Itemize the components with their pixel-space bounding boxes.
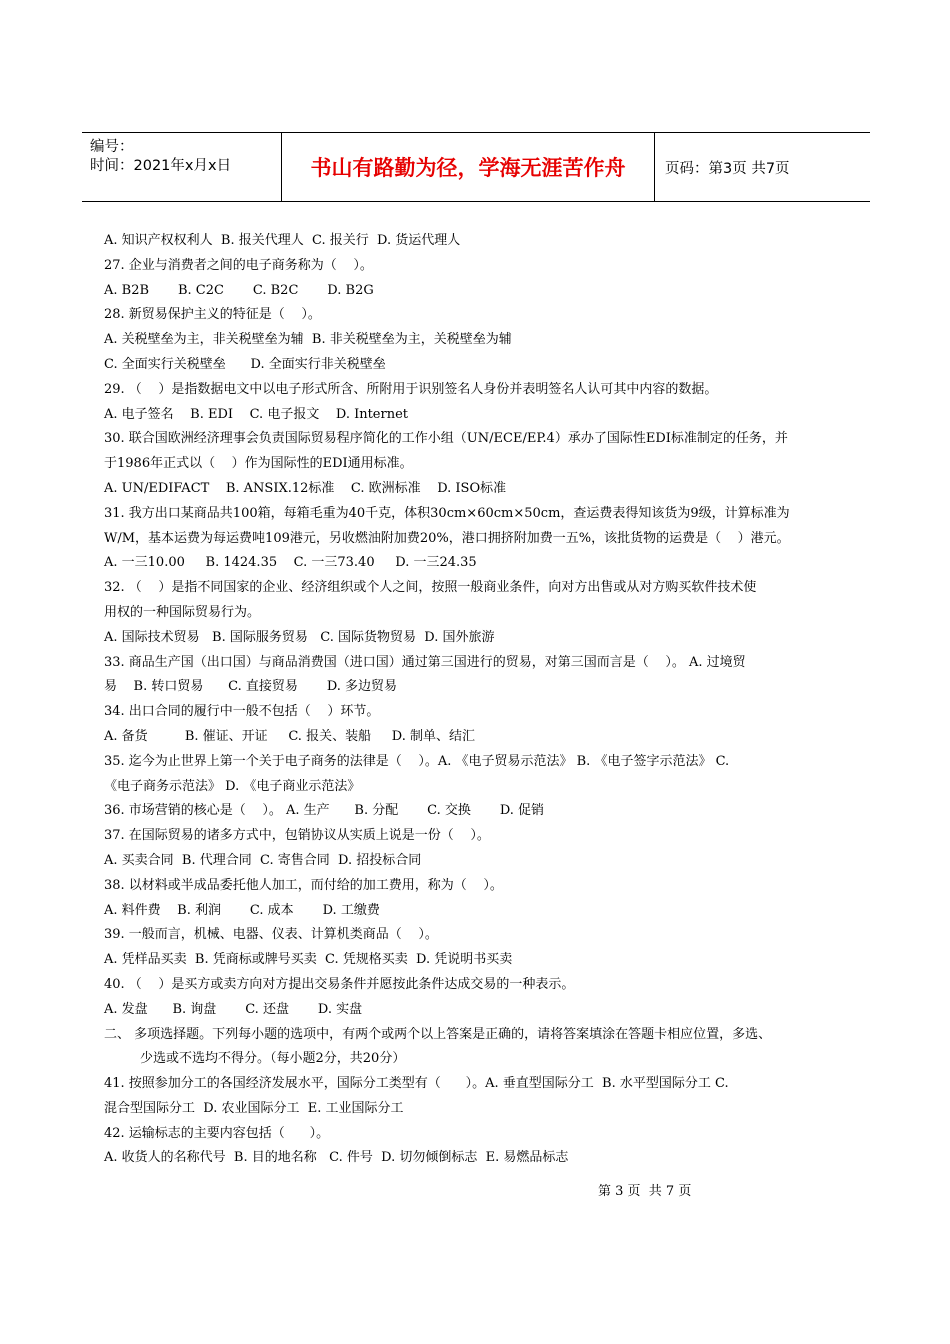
text-line: 28. 新贸易保护主义的特征是（ ）。 — [104, 307, 321, 323]
text-line: C. 全面实行关税壁垒 D. 全面实行非关税壁垒 — [104, 356, 386, 372]
text-line: 38. 以材料或半成品委托他人加工，而付给的加工费用，称为（ ）。 — [104, 877, 503, 893]
text-line: 37. 在国际贸易的诸多方式中，包销协议从实质上说是一份（ ）。 — [104, 828, 490, 844]
text-line: 32. （ ）是指不同国家的企业、经济组织或个人之间，按照一般商业条件，向对方出售或从对方购买软件技术使 — [104, 580, 757, 596]
text-line: 用权的一种国际贸易行为。 — [104, 604, 261, 620]
document-time-label: 时间：2021年x月x日 — [90, 158, 232, 174]
text-line: A. 关税壁垒为主，非关税壁垒为辅 B. 非关税壁垒为主，关税壁垒为辅 — [104, 332, 512, 348]
text-line: 40. （ ）是买方或卖方向对方提出交易条件并愿按此条件达成交易的一种表示。 — [104, 976, 575, 992]
text-line: 混合型国际分工 D. 农业国际分工 E. 工业国际分工 — [104, 1100, 404, 1116]
text-line: 35. 迄今为止世界上第一个关于电子商务的法律是（ ）。A. 《电子贸易示范法》 B. 《电子签字示范法》 C. — [104, 753, 730, 769]
header-page-code: 页码：第3页 共7页 — [665, 160, 790, 177]
text-line: A. 凭样品买卖 B. 凭商标或牌号买卖 C. 凭规格买卖 D. 凭说明书买卖 — [104, 952, 513, 968]
text-line: 42. 运输标志的主要内容包括（ ）。 — [104, 1125, 330, 1141]
text-line: 39. 一般而言，机械、电器、仪表、计算机类商品（ ）。 — [104, 927, 438, 943]
text-line: A. 料件费 B. 利润 C. 成本 D. 工缴费 — [104, 902, 380, 918]
text-line: 31. 我方出口某商品共100箱，每箱毛重为40千克，体积30cm×60cm×50cm，查运费表得知该货为9级，计算标准为 — [104, 505, 790, 521]
text-line: A. B2B B. C2C C. B2C D. B2G — [104, 282, 374, 298]
text-line: A. 一三10.00 B. 1424.35 C. 一三73.40 D. 一三24.35 — [104, 555, 477, 571]
text-line: A. 买卖合同 B. 代理合同 C. 寄售合同 D. 招投标合同 — [104, 852, 422, 868]
text-line: A. 收货人的名称代号 B. 目的地名称 C. 件号 D. 切勿倾倒标志 E. 易燃品标志 — [104, 1150, 569, 1166]
text-line: W/M，基本运费为每运费吨109港元，另收燃油附加费20%，港口拥挤附加费一五%，该批货物的运费是（ ）港元。 — [104, 530, 790, 546]
text-line: A. UN/EDIFACT B. ANSIX.12标准 C. 欧洲标准 D. ISO标准 — [104, 480, 507, 496]
header-motto: 书山有路勤为径，学海无涯苦作舟 — [282, 133, 655, 201]
text-line: A. 国际技术贸易 B. 国际服务贸易 C. 国际货物贸易 D. 国外旅游 — [104, 629, 495, 645]
text-line: A. 电子签名 B. EDI C. 电子报文 D. Internet — [104, 406, 409, 422]
page-header — [82, 132, 870, 202]
text-line: A. 知识产权权利人 B. 报关代理人 C. 报关行 D. 货运代理人 — [104, 233, 461, 248]
section-heading: 二、 多项选择题。下列每小题的选项中，有两个或两个以上答案是正确的，请将答案填涂在答题卡相应位置，多选、 — [104, 1026, 772, 1042]
text-line: 易 B. 转口贸易 C. 直接贸易 D. 多边贸易 — [104, 679, 398, 695]
document-body — [104, 229, 848, 1171]
text-line: A. 备货 B. 催证、开证 C. 报关、装船 D. 制单、结汇 — [104, 728, 475, 744]
text-line: 27. 企业与消费者之间的电子商务称为（ ）。 — [104, 257, 373, 273]
text-line: 29. （ ）是指数据电文中以电子形式所含、所附用于识别签名人身份并表明签名人认可其中内容的数据。 — [104, 381, 718, 397]
page-footer: 第 3 页 共 7 页 — [598, 1184, 692, 1199]
text-line: 34. 出口合同的履行中一般不包括（ ）环节。 — [104, 704, 380, 720]
text-line: 《电子商务示范法》 D. 《电子商业示范法》 — [104, 778, 361, 794]
header-meta — [82, 133, 282, 201]
text-line: 于1986年正式以（ ）作为国际性的EDI通用标准。 — [104, 456, 413, 472]
text-line: 33. 商品生产国（出口国）与商品消费国（进口国）通过第三国进行的贸易，对第三国而言是（ ）。 A. 过境贸 — [104, 654, 746, 670]
text-line: A. 发盘 B. 询盘 C. 还盘 D. 实盘 — [104, 1001, 363, 1017]
text-line: 41. 按照参加分工的各国经济发展水平，国际分工类型有（ ）。A. 垂直型国际分工 B. 水平型国际分工 C. — [104, 1076, 729, 1092]
text-line: 30. 联合国欧洲经济理事会负责国际贸易程序简化的工作小组（UN/ECE/EP.4）承办了国际性EDI标准制定的任务，并 — [104, 431, 788, 447]
document-number-label: 编号： — [90, 139, 134, 155]
text-line: 36. 市场营销的核心是（ ）。 A. 生产 B. 分配 C. 交换 D. 促销 — [104, 803, 545, 819]
section-heading-continued: 少选或不选均不得分。（每小题2分，共20分） — [140, 1051, 406, 1067]
